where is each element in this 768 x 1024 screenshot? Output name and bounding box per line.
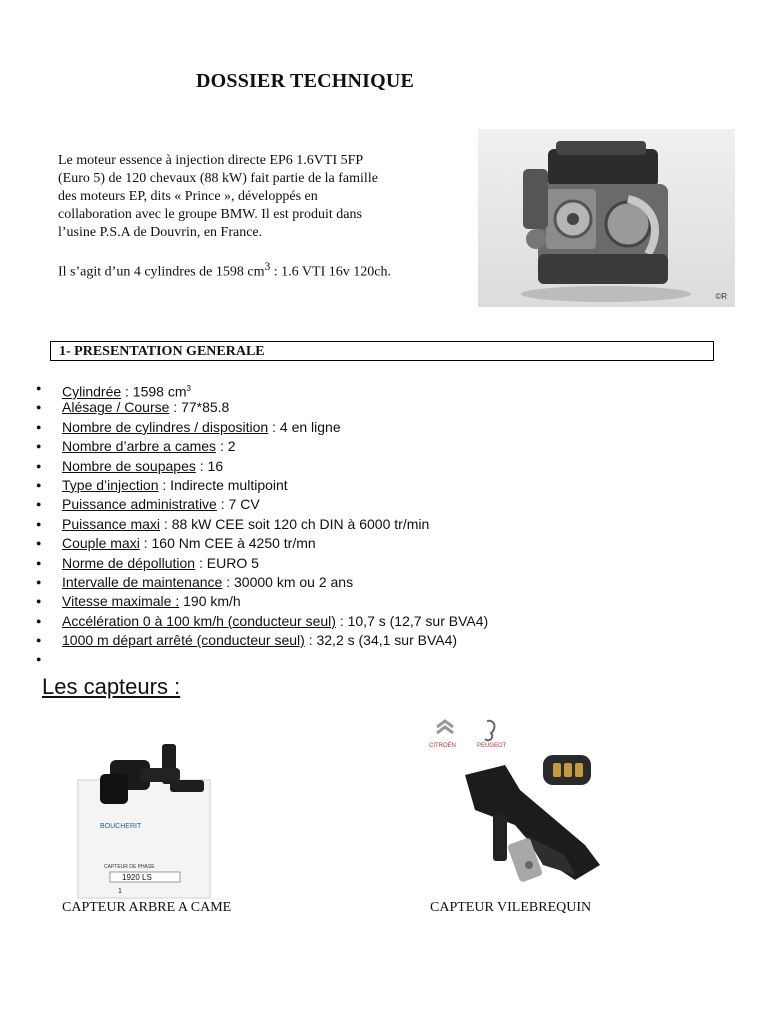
spec-label: Couple maxi (62, 535, 140, 552)
spec-label: 1000 m départ arrêté (conducteur seul) (62, 632, 305, 649)
spec-label: Nombre de cylindres / disposition (62, 418, 269, 435)
spec-label: Vitesse maximale : (62, 593, 180, 610)
camshaft-sensor-illustration (70, 740, 215, 900)
spec-value: : 30000 km ou 2 ans (222, 573, 354, 590)
crankshaft-sensor-caption: CAPTEUR VILEBREQUIN (430, 900, 592, 915)
spec-list (36, 379, 488, 670)
spec-item (36, 650, 488, 669)
bullet-icon: ● (36, 383, 42, 393)
intro-summary (58, 258, 438, 282)
spec-item (36, 592, 488, 611)
spec-label: Nombre d’arbre a cames (62, 438, 217, 455)
intro-paragraph (58, 152, 438, 242)
spec-item (36, 612, 488, 631)
intro-line: Le moteur essence à injection directe EP6 1.6VTI 5FP (58, 153, 364, 168)
bullet-icon: ● (36, 538, 42, 549)
bullet-icon: ● (36, 576, 42, 587)
spec-value: : Indirecte multipoint (158, 476, 288, 493)
spec-label: Puissance administrative (62, 496, 217, 513)
spec-value: : 7 CV (216, 496, 260, 513)
spec-value: : 2 (216, 438, 236, 455)
spec-label: Norme de dépollution (62, 554, 196, 571)
spec-value: : 10,7 s (12,7 sur BVA4) (335, 612, 489, 629)
peugeot-label: PEUGEOT (477, 743, 507, 749)
spec-item (36, 631, 488, 650)
intro-summary-end: : 1.6 VTI 16v 120ch. (270, 264, 391, 280)
bullet-icon: ● (36, 518, 42, 529)
citroen-logo (429, 721, 456, 749)
intro-text (58, 152, 438, 282)
bullet-icon: ● (36, 635, 42, 646)
spec-item (36, 398, 488, 417)
document-title: DOSSIER TECHNIQUE (196, 70, 415, 92)
bullet-icon: ● (36, 557, 42, 568)
engine-photo (478, 129, 735, 307)
intro-line: l’usine P.S.A de Douvrin, en France. (58, 225, 263, 240)
spec-value: : 32,2 s (34,1 sur BVA4) (304, 632, 458, 649)
spec-item (36, 573, 488, 592)
spec-item (36, 457, 488, 476)
spec-item (36, 437, 488, 456)
intro-line: collaboration avec le groupe BMW. Il est produit dans (58, 207, 362, 222)
spec-label: Type d’injection (62, 476, 159, 493)
spec-label: Cylindrée (62, 383, 122, 400)
spec-item (36, 418, 488, 437)
spec-item (36, 554, 488, 573)
spec-value: 190 km/h (179, 593, 241, 610)
bullet-icon: ● (36, 421, 42, 432)
crankshaft-sensor-image (425, 715, 610, 895)
camshaft-sensor-image (70, 740, 215, 900)
spec-label: Nombre de soupapes (62, 457, 196, 474)
spec-value: : 1598 cm (121, 383, 187, 400)
intro-line: des moteurs EP, dits « Prince », développés en (58, 189, 318, 204)
bullet-icon: ● (36, 479, 42, 490)
sensors-heading: Les capteurs : (42, 674, 181, 699)
camshaft-sensor-caption: CAPTEUR ARBRE A CAME (62, 900, 232, 915)
spec-item (36, 515, 488, 534)
spec-sup: 3 (186, 384, 191, 393)
spec-value: : EURO 5 (195, 554, 259, 571)
citroen-label: CITROËN (429, 743, 456, 749)
bullet-icon: ● (36, 441, 42, 452)
spec-item (36, 495, 488, 514)
bullet-icon: ● (36, 615, 42, 626)
box-quantity: 1 (118, 888, 122, 895)
spec-value: : 16 (195, 457, 224, 474)
bullet-icon: ● (36, 402, 42, 413)
intro-summary-sup: 3 (264, 260, 271, 273)
intro-summary-text: Il s’agit d’un 4 cylindres de 1598 cm (58, 264, 265, 280)
spec-label: Alésage / Course (62, 399, 170, 416)
bullet-icon: ● (36, 460, 42, 471)
spec-value: : 77*85.8 (169, 399, 230, 416)
spec-label: Accélération 0 à 100 km/h (conducteur seul) (62, 612, 336, 629)
spec-item (36, 379, 488, 398)
engine-illustration (478, 129, 735, 307)
box-label: CAPTEUR DE PHASE (104, 864, 155, 870)
spec-label: Intervalle de maintenance (62, 573, 223, 590)
spec-value: : 160 Nm CEE à 4250 tr/mn (139, 535, 316, 552)
spec-item (36, 476, 488, 495)
section-heading: 1- PRESENTATION GENERALE (50, 341, 714, 361)
peugeot-logo (477, 721, 507, 749)
bullet-icon: ● (36, 654, 42, 665)
spec-value: : 88 kW CEE soit 120 ch DIN à 6000 tr/min (160, 515, 430, 532)
bullet-icon: ● (36, 499, 42, 510)
box-reference: 1920 LS (122, 873, 152, 882)
intro-line: (Euro 5) de 120 chevaux (88 kW) fait partie de la famille (58, 171, 378, 186)
bullet-icon: ● (36, 596, 42, 607)
crankshaft-sensor-illustration (425, 715, 610, 895)
spec-label: Puissance maxi (62, 515, 161, 532)
photo-watermark: ©R (715, 292, 727, 301)
spec-item (36, 534, 488, 553)
spec-value: : 4 en ligne (268, 418, 341, 435)
box-brand: BOUCHERIT (100, 823, 142, 830)
